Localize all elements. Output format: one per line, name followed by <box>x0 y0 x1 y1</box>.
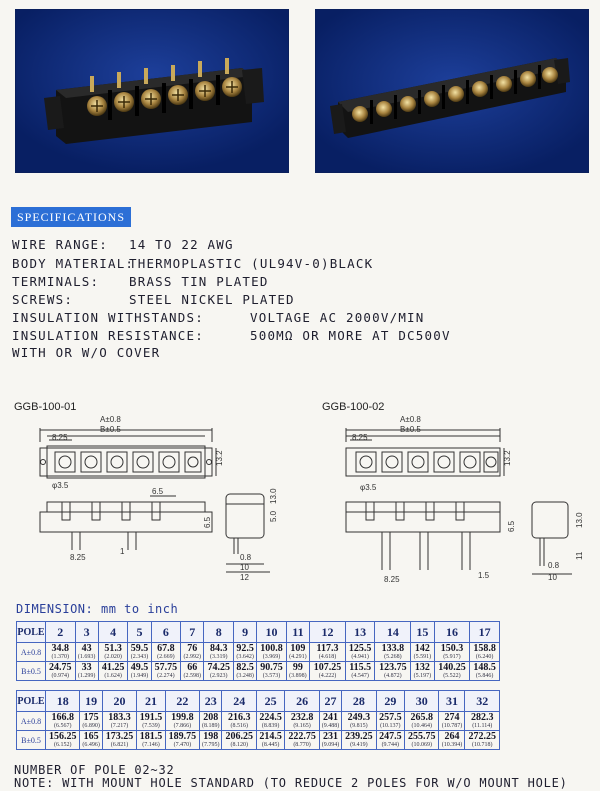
pole-cell: 13 <box>345 622 375 643</box>
dim-label-pin-gap-left: 1 <box>120 547 125 556</box>
number-of-pole-note: NUMBER OF POLE 02~32 <box>14 763 175 777</box>
dim-label-side-h4-right: 11 <box>575 551 584 560</box>
value-cell-a <box>80 712 102 731</box>
value-mm: 34.8 <box>51 643 70 654</box>
spec-label: BODY MATERIAL: <box>12 256 135 271</box>
spec-row-insulation-resistance <box>12 328 451 343</box>
value-mm: 92.5 <box>236 643 254 654</box>
dim-label-side-h3-left: 13.0 <box>269 488 278 504</box>
value-cell-a <box>151 643 181 662</box>
value-inch: (4.872) <box>384 673 402 679</box>
value-cell-a <box>75 643 98 662</box>
value-inch: (2.923) <box>209 673 228 679</box>
value-mm: 199.8 <box>171 712 194 723</box>
value-mm: 249.3 <box>347 712 371 723</box>
value-inch: (10.787) <box>441 723 463 729</box>
pole-cell: 20 <box>102 691 136 712</box>
pole-cell: 28 <box>342 691 376 712</box>
technical-drawings <box>0 410 600 590</box>
spec-row-terminals <box>12 274 269 289</box>
pole-cell: 9 <box>233 622 256 643</box>
value-cell-a <box>222 712 256 731</box>
value-mm: 257.5 <box>379 712 402 723</box>
value-mm: 191.5 <box>139 712 163 723</box>
value-mm: 43 <box>81 643 92 654</box>
value-mm: 247.5 <box>379 731 402 742</box>
row-label-b: B±0.5 <box>17 731 46 750</box>
pole-cell: 25 <box>256 691 284 712</box>
dim-label-side-w3-left: 12 <box>240 573 249 582</box>
value-cell-a <box>102 712 136 731</box>
value-inch: (5.522) <box>443 673 461 679</box>
value-mm: 241 <box>322 712 338 723</box>
spec-row-insulation-withstands <box>12 310 425 325</box>
spec-value: STEEL NICKEL PLATED <box>129 292 295 307</box>
value-inch: (3.898) <box>289 673 307 679</box>
value-mm: 165 <box>83 731 99 742</box>
value-cell-a <box>285 712 319 731</box>
value-mm: 115.5 <box>349 662 372 673</box>
value-mm: 82.5 <box>236 662 254 673</box>
spec-value: 500MΩ OR MORE AT DC500V <box>250 328 451 343</box>
value-cell-a <box>342 712 376 731</box>
value-cell-a <box>434 643 470 662</box>
dim-label-height-right: 13.2 <box>503 450 512 466</box>
value-inch: (10.718) <box>471 742 493 748</box>
value-inch: (6.567) <box>53 723 72 729</box>
value-inch: (9.094) <box>321 742 340 748</box>
dim-label-b-right: B±0.5 <box>400 425 421 434</box>
value-inch: (3.319) <box>209 654 228 660</box>
value-mm: 59.5 <box>130 643 149 654</box>
spec-label: INSULATION WITHSTANDS: <box>12 310 204 325</box>
row-label-pole: POLE <box>17 622 46 643</box>
value-mm: 67.8 <box>157 643 175 654</box>
pole-cell: 14 <box>375 622 411 643</box>
pole-cell: 32 <box>465 691 500 712</box>
spec-row-screws <box>12 292 295 307</box>
value-cell-b <box>470 662 500 681</box>
value-inch: (1.299) <box>77 673 96 679</box>
dim-label-ear-left: 6.5 <box>152 487 164 496</box>
value-mm: 57.75 <box>154 662 178 673</box>
pole-cell: 11 <box>286 622 309 643</box>
value-cell-b <box>465 731 500 750</box>
value-cell-b <box>46 731 80 750</box>
value-inch: (6.152) <box>53 742 72 748</box>
value-inch: (9.488) <box>321 723 340 729</box>
value-mm: 198 <box>203 731 219 742</box>
value-cell-a <box>405 712 439 731</box>
value-inch: (2.020) <box>104 654 122 660</box>
dim-label-pitch-bottom-right: 8.25 <box>384 575 400 584</box>
a-row <box>17 643 500 662</box>
value-inch: (5.591) <box>413 654 432 660</box>
value-cell-b <box>204 662 234 681</box>
value-inch: (6.890) <box>82 723 100 729</box>
spec-value: VOLTAGE AC 2000V/MIN <box>250 310 425 325</box>
value-mm: 150.3 <box>440 643 464 654</box>
b-row <box>17 731 500 750</box>
dim-label-side-w2-right: 10 <box>548 573 557 582</box>
pole-cell: 22 <box>165 691 199 712</box>
dim-label-side-w1-right: 0.8 <box>548 561 560 570</box>
value-mm: 125.5 <box>348 643 372 654</box>
b-row <box>17 662 500 681</box>
value-mm: 264 <box>444 731 460 742</box>
dim-label-a-left: A±0.8 <box>100 415 121 424</box>
dim-label-side-h1-right: 6.5 <box>507 520 516 532</box>
dim-label-height-left: 13.2 <box>215 450 224 466</box>
dim-label-b-left: B±0.5 <box>100 425 121 434</box>
value-inch: (5.268) <box>384 654 402 660</box>
value-inch: (8.839) <box>261 723 280 729</box>
value-inch: (9.165) <box>293 723 311 729</box>
drawing-right-front-view <box>346 502 500 570</box>
value-mm: 107.25 <box>313 662 342 673</box>
value-mm: 282.3 <box>470 712 494 723</box>
value-inch: (8.120) <box>230 742 248 748</box>
value-cell-a <box>233 643 256 662</box>
value-inch: (6.496) <box>82 742 100 748</box>
value-cell-a <box>204 643 234 662</box>
value-cell-b <box>310 662 346 681</box>
value-inch: (10.069) <box>411 742 432 748</box>
value-mm: 132 <box>414 662 430 673</box>
value-cell-a <box>375 643 411 662</box>
spec-label: SCREWS: <box>12 292 74 307</box>
value-cell-b <box>200 731 222 750</box>
value-cell-b <box>319 731 341 750</box>
value-cell-b <box>286 662 309 681</box>
value-inch: (11.114) <box>472 723 493 729</box>
value-mm: 51.3 <box>104 643 122 654</box>
pole-cell: 18 <box>46 691 80 712</box>
spec-row-wire-range <box>12 237 234 252</box>
value-cell-b <box>151 662 181 681</box>
value-inch: (1.949) <box>130 673 149 679</box>
watermark-stamp <box>532 620 598 666</box>
value-inch: (1.624) <box>104 673 122 679</box>
value-mm: 208 <box>203 712 219 723</box>
value-inch: (4.222) <box>318 673 337 679</box>
dimension-title: DIMENSION: mm to inch <box>16 602 179 616</box>
value-inch: (3.573) <box>262 673 281 679</box>
value-cell-b <box>80 731 102 750</box>
product-photo-right <box>316 10 588 172</box>
dim-label-pitch-left: 8.25 <box>52 433 68 442</box>
spec-value: THERMOPLASTIC (UL94V-0)BLACK <box>129 256 374 271</box>
value-cell-b <box>222 731 256 750</box>
value-inch: (7.146) <box>142 742 160 748</box>
value-mm: 232.8 <box>290 712 314 723</box>
dim-label-pitch-bottom-left: 8.25 <box>70 553 86 562</box>
value-cell-b <box>345 662 375 681</box>
dim-label-side-h2-left: 5.0 <box>269 510 278 522</box>
pole-cell: 16 <box>434 622 470 643</box>
value-cell-a <box>137 712 165 731</box>
dim-label-pitch-right: 8.25 <box>352 433 368 442</box>
terminal-block-6-pole-image <box>16 10 288 172</box>
value-mm: 33 <box>81 662 92 673</box>
value-cell-b <box>405 731 439 750</box>
value-inch: (10.137) <box>380 723 401 729</box>
value-cell-a <box>439 712 465 731</box>
value-mm: 123.75 <box>379 662 407 673</box>
value-cell-b <box>165 731 199 750</box>
value-cell-b <box>256 731 284 750</box>
value-mm: 117.3 <box>316 643 339 654</box>
mount-hole-note: NOTE: WITH MOUNT HOLE STANDARD (TO REDUCE 2 POLES FOR W/O MOUNT HOLE) <box>14 776 568 790</box>
value-inch: (9.744) <box>381 742 400 748</box>
value-cell-a <box>128 643 151 662</box>
value-mm: 156.25 <box>48 731 77 742</box>
value-cell-b <box>102 731 136 750</box>
dim-label-side-w1-left: 0.8 <box>240 553 252 562</box>
value-inch: (7.866) <box>173 723 192 729</box>
specifications-badge: SPECIFICATIONS <box>11 207 131 227</box>
value-inch: (10.464) <box>411 723 432 729</box>
pole-cell: 10 <box>257 622 287 643</box>
value-mm: 166.8 <box>51 712 74 723</box>
pole-row <box>17 622 500 643</box>
value-mm: 49.5 <box>130 662 149 673</box>
value-mm: 216.3 <box>227 712 251 723</box>
row-label-a: A±0.8 <box>17 643 46 662</box>
pole-cell: 2 <box>46 622 76 643</box>
value-cell-b <box>434 662 470 681</box>
dimension-table-poles-18-32 <box>16 690 500 750</box>
value-cell-a <box>46 712 80 731</box>
value-cell-a <box>181 643 204 662</box>
value-cell-b <box>181 662 204 681</box>
value-mm: 133.8 <box>381 643 405 654</box>
value-mm: 206.25 <box>225 731 253 742</box>
value-inch: (0.974) <box>51 673 70 679</box>
value-cell-b <box>342 731 376 750</box>
drawing-title-right: GGB-100-02 <box>322 401 385 413</box>
value-mm: 274 <box>444 712 460 723</box>
value-cell-b <box>411 662 434 681</box>
value-mm: 181.5 <box>139 731 163 742</box>
value-inch: (8.189) <box>202 723 220 729</box>
pole-cell: 26 <box>285 691 319 712</box>
spec-row-body-material <box>12 256 374 271</box>
pole-cell: 21 <box>137 691 165 712</box>
value-inch: (4.547) <box>351 673 369 679</box>
value-mm: 231 <box>322 731 338 742</box>
value-mm: 84.3 <box>209 643 228 654</box>
pole-cell: 31 <box>439 691 465 712</box>
value-inch: (7.217) <box>110 723 129 729</box>
pole-cell: 4 <box>98 622 128 643</box>
value-mm: 74.25 <box>207 662 230 673</box>
drawing-right-top-view <box>346 428 504 476</box>
dim-label-a-right: A±0.8 <box>400 415 421 424</box>
value-cell-a <box>165 712 199 731</box>
value-inch: (7.539) <box>142 723 160 729</box>
value-mm: 100.8 <box>260 643 283 654</box>
value-mm: 99 <box>292 662 303 673</box>
dim-label-pin-gap-right: 1.5 <box>478 571 490 580</box>
value-cell-a <box>319 712 341 731</box>
value-inch: (7.470) <box>173 742 192 748</box>
value-cell-a <box>470 643 500 662</box>
value-inch: (4.291) <box>289 654 307 660</box>
value-inch: (6.821) <box>110 742 129 748</box>
dimension-table-poles-2-17 <box>16 621 500 681</box>
dim-label-hole-right: φ3.5 <box>360 483 377 492</box>
value-mm: 66 <box>187 662 198 673</box>
product-photo-left <box>16 10 288 172</box>
spec-label: WIRE RANGE: <box>12 237 108 252</box>
pole-cell: 30 <box>405 691 439 712</box>
value-inch: (4.941) <box>351 654 369 660</box>
value-inch: (1.693) <box>77 654 96 660</box>
value-mm: 224.5 <box>259 712 282 723</box>
pole-cell: 24 <box>222 691 256 712</box>
pole-cell: 17 <box>470 622 500 643</box>
value-inch: (2.274) <box>157 673 175 679</box>
value-inch: (2.343) <box>130 654 149 660</box>
value-mm: 90.75 <box>260 662 283 673</box>
row-label-b: B±0.5 <box>17 662 46 681</box>
value-inch: (3.642) <box>236 654 254 660</box>
value-cell-a <box>286 643 309 662</box>
value-cell-b <box>439 731 465 750</box>
dim-label-side-h3-right: 13.0 <box>575 512 584 528</box>
value-mm: 109 <box>290 643 306 654</box>
value-cell-b <box>128 662 151 681</box>
dim-label-hole-left: φ3.5 <box>52 481 69 490</box>
value-inch: (3.969) <box>262 654 281 660</box>
value-inch: (5.197) <box>413 673 432 679</box>
pole-cell: 27 <box>319 691 341 712</box>
value-mm: 142 <box>414 643 430 654</box>
spec-label: INSULATION RESISTANCE: <box>12 328 204 343</box>
value-mm: 189.75 <box>168 731 197 742</box>
pole-cell: 12 <box>310 622 346 643</box>
pole-cell: 19 <box>80 691 102 712</box>
value-mm: 41.25 <box>101 662 125 673</box>
value-cell-b <box>233 662 256 681</box>
value-mm: 24.75 <box>49 662 72 673</box>
value-inch: (8.516) <box>230 723 248 729</box>
value-mm: 173.25 <box>105 731 134 742</box>
spec-value: 14 TO 22 AWG <box>129 237 234 252</box>
value-mm: 140.25 <box>438 662 466 673</box>
value-mm: 158.8 <box>473 643 496 654</box>
value-inch: (5.917) <box>443 654 461 660</box>
pole-cell: 7 <box>181 622 204 643</box>
value-inch: (4.618) <box>318 654 337 660</box>
value-cell-b <box>98 662 128 681</box>
value-cell-b <box>376 731 404 750</box>
pole-cell: 8 <box>204 622 234 643</box>
value-cell-a <box>257 643 287 662</box>
dim-label-side-w2-left: 10 <box>240 563 249 572</box>
value-cell-b <box>285 731 319 750</box>
value-inch: (9.419) <box>350 742 368 748</box>
value-inch: (3.248) <box>236 673 254 679</box>
pole-cell: 15 <box>411 622 434 643</box>
spec-label: WITH OR W/O COVER <box>12 345 161 360</box>
value-mm: 239.25 <box>345 731 373 742</box>
spec-value: BRASS TIN PLATED <box>129 274 269 289</box>
dim-label-side-h1-left: 6.5 <box>203 516 212 528</box>
value-inch: (2.598) <box>183 673 202 679</box>
value-inch: (8.445) <box>261 742 280 748</box>
value-cell-b <box>257 662 287 681</box>
value-cell-a <box>376 712 404 731</box>
value-mm: 255.75 <box>407 731 436 742</box>
value-inch: (5.846) <box>475 673 494 679</box>
drawing-title-left: GGB-100-01 <box>14 401 77 413</box>
row-label-a: A±0.8 <box>17 712 46 731</box>
value-cell-a <box>98 643 128 662</box>
value-cell-b <box>46 662 76 681</box>
value-mm: 175 <box>83 712 99 723</box>
value-cell-a <box>345 643 375 662</box>
value-mm: 222.75 <box>288 731 316 742</box>
value-inch: (10.394) <box>441 742 463 748</box>
value-mm: 265.8 <box>410 712 433 723</box>
value-inch: (2.992) <box>183 654 202 660</box>
value-mm: 272.25 <box>468 731 496 742</box>
drawing-left-front-view <box>40 496 212 550</box>
value-inch: (1.370) <box>51 654 70 660</box>
value-cell-a <box>310 643 346 662</box>
value-cell-b <box>75 662 98 681</box>
value-inch: (9.815) <box>350 723 368 729</box>
spec-row-cover <box>12 345 160 360</box>
value-inch: (7.795) <box>202 742 220 748</box>
value-cell-a <box>46 643 76 662</box>
pole-cell: 3 <box>75 622 98 643</box>
value-cell-a <box>200 712 222 731</box>
value-cell-b <box>137 731 165 750</box>
pole-cell: 29 <box>376 691 404 712</box>
terminal-block-8-pole-image <box>316 10 588 172</box>
value-inch: (8.770) <box>293 742 311 748</box>
pole-cell: 6 <box>151 622 181 643</box>
value-inch: (6.240) <box>475 654 494 660</box>
value-inch: (2.669) <box>157 654 175 660</box>
spec-label: TERMINALS: <box>12 274 100 289</box>
pole-cell: 5 <box>128 622 151 643</box>
value-cell-a <box>256 712 284 731</box>
value-mm: 214.5 <box>259 731 282 742</box>
value-mm: 76 <box>187 643 198 654</box>
value-mm: 148.5 <box>473 662 496 673</box>
row-label-pole: POLE <box>17 691 46 712</box>
pole-cell: 23 <box>200 691 222 712</box>
a-row <box>17 712 500 731</box>
value-cell-a <box>411 643 434 662</box>
pole-row <box>17 691 500 712</box>
value-mm: 183.3 <box>108 712 131 723</box>
value-cell-a <box>465 712 500 731</box>
value-cell-b <box>375 662 411 681</box>
